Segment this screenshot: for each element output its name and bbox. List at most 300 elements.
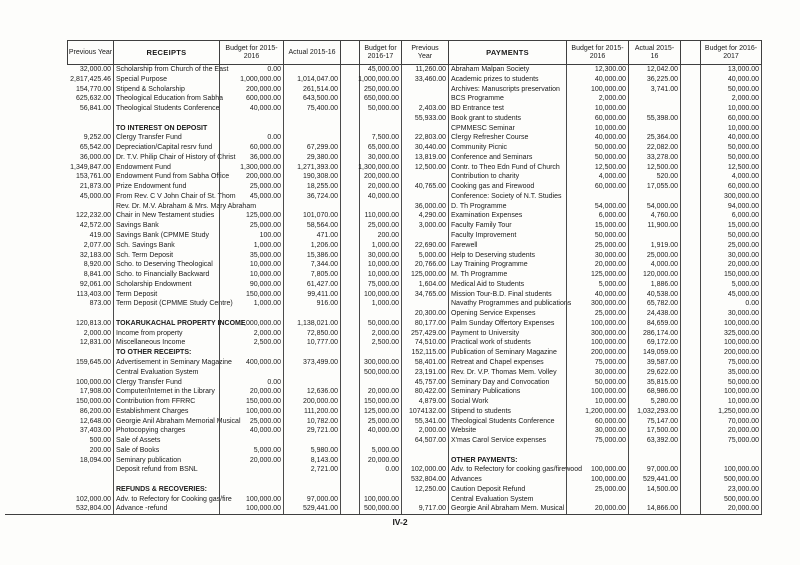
receipts-actual-2015-16-cell xyxy=(283,124,340,134)
payments-budget-2015-16-cell: 5,000.00 xyxy=(566,280,628,290)
receipts-description-cell: TO OTHER RECEIPTS: xyxy=(113,348,219,358)
payments-spacer-cell xyxy=(680,348,700,358)
payments-budget-2016-17-cell: 60,000.00 xyxy=(700,182,762,192)
receipts-spacer-cell xyxy=(340,231,359,241)
receipts-description-cell: Computer/Internet in the Library xyxy=(113,387,219,397)
payments-description-cell: Abraham Malpan Society xyxy=(448,65,566,75)
receipts-description-cell: Theological Students Conference xyxy=(113,104,219,114)
payments-budget-2015-16-cell: 300,000.00 xyxy=(566,299,628,309)
receipts-budget-2015-16-cell: 45,000.00 xyxy=(219,192,283,202)
receipts-budget-2016-17-cell: 0.00 xyxy=(359,465,401,475)
payments-spacer-cell xyxy=(680,309,700,319)
receipts-budget-2015-16-cell: 200,000.00 xyxy=(219,172,283,182)
receipts-actual-2015-16-cell: 643,500.00 xyxy=(283,94,340,104)
receipts-spacer-cell xyxy=(340,153,359,163)
receipts-prev-year-cell xyxy=(5,368,113,378)
receipts-actual-2015-16-cell: 471.00 xyxy=(283,231,340,241)
receipts-header-title: RECEIPTS xyxy=(113,40,219,65)
payments-actual-2015-16-cell: 14,866.00 xyxy=(628,504,680,514)
payments-spacer-cell xyxy=(680,280,700,290)
payments-actual-2015-16-cell: 1,886.00 xyxy=(628,280,680,290)
receipts-budget-2015-16-cell: 10,000.00 xyxy=(219,270,283,280)
receipts-budget-2015-16-cell: 150,000.00 xyxy=(219,397,283,407)
receipts-description-cell: Dr. T.V. Philip Chair of History of Christ xyxy=(113,153,219,163)
receipts-budget-2015-16-cell: 25,000.00 xyxy=(219,417,283,427)
payments-description-cell: Medical Aid to Students xyxy=(448,280,566,290)
receipts-budget-2015-16-cell: 400,000.00 xyxy=(219,358,283,368)
receipts-prev-year-cell xyxy=(5,465,113,475)
receipts-description-cell: Miscellaneous Income xyxy=(113,338,219,348)
receipts-budget-2015-16-cell: 40,000.00 xyxy=(219,104,283,114)
payments-description-cell: Contr. to Theo Edn Fund of Church xyxy=(448,163,566,173)
receipts-prev-year-cell xyxy=(5,348,113,358)
payments-actual-2015-16-cell: 39,587.00 xyxy=(628,358,680,368)
payments-budget-2015-16-cell: 12,300.00 xyxy=(566,65,628,75)
payments-spacer-cell xyxy=(680,143,700,153)
receipts-budget-2015-16-cell xyxy=(219,475,283,485)
receipts-spacer-cell xyxy=(340,485,359,495)
receipts-budget-2015-16-cell: 20,000.00 xyxy=(219,387,283,397)
payments-budget-2016-17-cell: 100,000.00 xyxy=(700,387,762,397)
payments-prev-year-cell: 22,803.00 xyxy=(401,133,448,143)
receipts-budget-2016-17-cell: 30,000.00 xyxy=(359,153,401,163)
payments-budget-2016-17-cell: 50,000.00 xyxy=(700,231,762,241)
payments-budget-2015-16-cell: 40,000.00 xyxy=(566,75,628,85)
receipts-prev-year-cell: 9,252.00 xyxy=(83,134,111,142)
receipts-spacer-cell xyxy=(340,299,359,309)
payments-spacer-cell xyxy=(680,378,700,388)
receipts-prev-year-cell xyxy=(5,202,113,212)
payments-prev-year-cell: 12,250.00 xyxy=(401,485,448,495)
payments-actual-2015-16-cell: 75,147.00 xyxy=(628,417,680,427)
receipts-prev-year-cell: 12,831.00 xyxy=(79,339,111,347)
receipts-budget-2016-17-cell xyxy=(359,378,401,388)
payments-spacer-cell xyxy=(680,270,700,280)
receipts-budget-2016-17-cell: 40,000.00 xyxy=(359,426,401,436)
receipts-actual-2015-16-cell: 111,200.00 xyxy=(283,407,340,417)
payments-prev-year-cell xyxy=(401,172,448,182)
receipts-spacer-cell xyxy=(340,456,359,466)
payments-prev-year-cell: 80,422.00 xyxy=(401,387,448,397)
receipts-description-cell: Scho. to Deserving Theological xyxy=(113,260,219,270)
receipts-budget-2015-16-cell: 2,500.00 xyxy=(219,338,283,348)
receipts-description-cell: Sale of Assets xyxy=(113,436,219,446)
receipts-spacer-cell xyxy=(340,65,359,75)
receipts-spacer-cell xyxy=(340,260,359,270)
payments-budget-2015-16-cell: 200,000.00 xyxy=(566,348,628,358)
receipts-prev-year-cell: 1,349,847.00 xyxy=(70,163,111,171)
payments-budget-2015-16-cell xyxy=(566,456,628,466)
payments-header-spacer xyxy=(680,40,700,65)
payments-budget-2016-17-cell: 94,000.00 xyxy=(700,202,762,212)
payments-prev-year-cell xyxy=(401,192,448,202)
receipts-prev-year-cell: 32,183.00 xyxy=(79,251,111,259)
payments-header-budget-2015-2016: Budget for 2015-2016 xyxy=(566,40,628,65)
payments-spacer-cell xyxy=(680,241,700,251)
receipts-actual-2015-16-cell: 15,386.00 xyxy=(283,251,340,261)
receipts-actual-2015-16-cell xyxy=(283,309,340,319)
payments-budget-2016-17-cell: 1,250,000.00 xyxy=(700,407,762,417)
receipts-actual-2015-16-cell xyxy=(283,436,340,446)
receipts-budget-2015-16-cell: 100,000.00 xyxy=(219,504,283,514)
payments-description-cell: Navathy Programmes and publications xyxy=(448,299,566,309)
receipts-description-cell: Georgie Anil Abraham Memorial Musical xyxy=(113,417,219,427)
payments-prev-year-cell: 1,604.00 xyxy=(401,280,448,290)
payments-actual-2015-16-cell: 36,225.00 xyxy=(628,75,680,85)
receipts-description-cell: REFUNDS & RECOVERIES: xyxy=(113,485,219,495)
payments-prev-year-cell: 13,819.00 xyxy=(401,153,448,163)
receipts-budget-2016-17-cell xyxy=(359,124,401,134)
receipts-actual-2015-16-cell xyxy=(283,65,340,75)
payments-actual-2015-16-cell xyxy=(628,456,680,466)
payments-budget-2016-17-cell: 0.00 xyxy=(700,299,762,309)
receipts-prev-year-cell: 100,000.00 xyxy=(75,378,111,386)
receipts-budget-2015-16-cell xyxy=(219,436,283,446)
payments-budget-2016-17-cell: 100,000.00 xyxy=(700,319,762,329)
payments-prev-year-cell: 22,690.00 xyxy=(401,241,448,251)
receipts-header-budget-2016-17: Budget for 2016-17 xyxy=(359,40,401,65)
payments-actual-2015-16-cell: 3,741.00 xyxy=(628,85,680,95)
receipts-description-cell: Scholarship Endowment xyxy=(113,280,219,290)
receipts-spacer-cell xyxy=(340,85,359,95)
receipts-budget-2016-17-cell: 65,000.00 xyxy=(359,143,401,153)
receipts-spacer-cell xyxy=(340,133,359,143)
receipts-prev-year-cell: 8,841.00 xyxy=(83,271,111,279)
payments-spacer-cell xyxy=(680,251,700,261)
receipts-budget-2016-17-cell: 20,000.00 xyxy=(359,387,401,397)
receipts-budget-2015-16-cell: 25,000.00 xyxy=(219,182,283,192)
receipts-description-cell xyxy=(113,475,219,485)
receipts-budget-2016-17-cell: 200.00 xyxy=(359,231,401,241)
receipts-description-cell: Contribution from FFRRC xyxy=(113,397,219,407)
payments-description-cell: Advances xyxy=(448,475,566,485)
receipts-budget-2016-17-cell: 110,000.00 xyxy=(359,211,401,221)
payments-description-cell: Lay Training Programme xyxy=(448,260,566,270)
payments-spacer-cell xyxy=(680,202,700,212)
receipts-spacer-cell xyxy=(340,446,359,456)
payments-spacer-cell xyxy=(680,338,700,348)
receipts-description-cell: From Rev. C V John Chair of St. Thom xyxy=(113,192,219,202)
receipts-spacer-cell xyxy=(340,495,359,505)
payments-budget-2015-16-cell: 15,000.00 xyxy=(566,221,628,231)
receipts-actual-2015-16-cell: 373,499.00 xyxy=(283,358,340,368)
receipts-actual-2015-16-cell: 190,308.00 xyxy=(283,172,340,182)
payments-spacer-cell xyxy=(680,485,700,495)
receipts-budget-2015-16-cell: 0.00 xyxy=(219,133,283,143)
payments-budget-2016-17-cell: 30,000.00 xyxy=(700,251,762,261)
payments-spacer-cell xyxy=(680,319,700,329)
receipts-prev-year-cell: 42,572.00 xyxy=(79,222,111,230)
payments-prev-year-cell: 12,500.00 xyxy=(401,163,448,173)
payments-description-cell: Faculty Family Tour xyxy=(448,221,566,231)
receipts-description-cell: Special Purpose xyxy=(113,75,219,85)
payments-actual-2015-16-cell: 63,392.00 xyxy=(628,436,680,446)
payments-budget-2016-17-cell: 12,500.00 xyxy=(700,163,762,173)
receipts-budget-2016-17-cell: 150,000.00 xyxy=(359,397,401,407)
payments-budget-2015-16-cell: 10,000.00 xyxy=(566,124,628,134)
receipts-description-cell: Rev. Dr. M.V. Abraham & Mrs. Mary Abraham xyxy=(113,202,219,212)
receipts-budget-2016-17-cell xyxy=(359,348,401,358)
payments-budget-2015-16-cell xyxy=(566,495,628,505)
receipts-spacer-cell xyxy=(340,163,359,173)
receipts-description-cell: Endowment Fund xyxy=(113,163,219,173)
payments-budget-2015-16-cell: 75,000.00 xyxy=(566,436,628,446)
receipts-description-cell: Sch. Savings Bank xyxy=(113,241,219,251)
payments-header-budget-2016-2017: Budget for 2016-2017 xyxy=(700,40,762,65)
payments-budget-2016-17-cell: 300,000.00 xyxy=(700,192,762,202)
receipts-spacer-cell xyxy=(340,397,359,407)
receipts-spacer-cell xyxy=(340,358,359,368)
payments-spacer-cell xyxy=(680,465,700,475)
payments-prev-year-cell: 55,341.00 xyxy=(401,417,448,427)
payments-prev-year-cell: 33,460.00 xyxy=(401,75,448,85)
payments-actual-2015-16-cell xyxy=(628,446,680,456)
payments-spacer-cell xyxy=(680,192,700,202)
receipts-description-cell: Deposit refund from BSNL xyxy=(113,465,219,475)
receipts-budget-2016-17-cell: 1,000.00 xyxy=(359,299,401,309)
payments-budget-2015-16-cell: 25,000.00 xyxy=(566,241,628,251)
receipts-budget-2016-17-cell: 20,000.00 xyxy=(359,456,401,466)
receipts-header-spacer xyxy=(340,40,359,65)
payments-actual-2015-16-cell: 22,082.00 xyxy=(628,143,680,153)
payments-description-cell: Academic prizes to students xyxy=(448,75,566,85)
payments-description-cell: Faculty Improvement xyxy=(448,231,566,241)
receipts-budget-2016-17-cell: 1,000.00 xyxy=(359,241,401,251)
payments-actual-2015-16-cell: 84,659.00 xyxy=(628,319,680,329)
receipts-actual-2015-16-cell: 2,721.00 xyxy=(283,465,340,475)
receipts-budget-2016-17-cell xyxy=(359,475,401,485)
receipts-budget-2016-17-cell: 50,000.00 xyxy=(359,319,401,329)
payments-budget-2016-17-cell: 10,000.00 xyxy=(700,124,762,134)
receipts-budget-2016-17-cell xyxy=(359,309,401,319)
receipts-budget-2015-16-cell: 100.00 xyxy=(219,231,283,241)
payments-budget-2015-16-cell: 2,000.00 xyxy=(566,94,628,104)
receipts-budget-2016-17-cell: 40,000.00 xyxy=(359,192,401,202)
payments-prev-year-cell xyxy=(401,124,448,134)
payments-budget-2015-16-cell: 100,000.00 xyxy=(566,465,628,475)
receipts-budget-2016-17-cell: 500,000.00 xyxy=(359,368,401,378)
receipts-actual-2015-16-cell: 5,980.00 xyxy=(283,446,340,456)
receipts-actual-2015-16-cell: 261,514.00 xyxy=(283,85,340,95)
payments-spacer-cell xyxy=(680,504,700,514)
payments-prev-year-cell: 11,260.00 xyxy=(401,65,448,75)
payments-actual-2015-16-cell: 149,059.00 xyxy=(628,348,680,358)
receipts-prev-year-cell: 113,403.00 xyxy=(76,290,111,298)
payments-budget-2016-17-cell: 40,000.00 xyxy=(700,133,762,143)
payments-budget-2015-16-cell: 12,500.00 xyxy=(566,163,628,173)
receipts-prev-year-cell: 37,403.00 xyxy=(79,427,111,435)
receipts-budget-2015-16-cell: 200,000.00 xyxy=(219,85,283,95)
payments-description-cell: CPMMESC Seminar xyxy=(448,124,566,134)
payments-budget-2015-16-cell xyxy=(566,446,628,456)
receipts-description-cell: Theological Education from Sabha xyxy=(113,94,219,104)
receipts-actual-2015-16-cell: 7,805.00 xyxy=(283,270,340,280)
payments-spacer-cell xyxy=(680,417,700,427)
receipts-budget-2015-16-cell: 10,000.00 xyxy=(219,260,283,270)
receipts-budget-2016-17-cell xyxy=(359,114,401,124)
payments-budget-2016-17-cell xyxy=(700,456,762,466)
payments-budget-2015-16-cell: 60,000.00 xyxy=(566,417,628,427)
payments-budget-2016-17-cell: 500,000.00 xyxy=(700,495,762,505)
receipts-budget-2016-17-cell: 25,000.00 xyxy=(359,417,401,427)
receipts-actual-2015-16-cell: 1,014,047.00 xyxy=(283,75,340,85)
receipts-budget-2015-16-cell xyxy=(219,368,283,378)
receipts-budget-2016-17-cell: 5,000.00 xyxy=(359,446,401,456)
payments-spacer-cell xyxy=(680,358,700,368)
payments-prev-year-cell: 40,765.00 xyxy=(401,182,448,192)
receipts-prev-year-cell: 45,000.00 xyxy=(79,192,111,200)
payments-prev-year-cell: 152,115.00 xyxy=(401,348,448,358)
payments-actual-2015-16-cell: 65,782.00 xyxy=(628,299,680,309)
payments-description-cell: Conference and Seminars xyxy=(448,153,566,163)
payments-spacer-cell xyxy=(680,182,700,192)
payments-prev-year-cell xyxy=(401,495,448,505)
payments-budget-2015-16-cell: 30,000.00 xyxy=(566,426,628,436)
payments-actual-2015-16-cell: 4,760.00 xyxy=(628,211,680,221)
receipts-prev-year-cell xyxy=(5,309,113,319)
payments-spacer-cell xyxy=(680,397,700,407)
receipts-actual-2015-16-cell: 58,564.00 xyxy=(283,221,340,231)
receipts-prev-year-cell: 2,000.00 xyxy=(83,329,111,337)
payments-description-cell: Retreat and Chapel expenses xyxy=(448,358,566,368)
payments-description-cell: Mission Tour-B.D. Final students xyxy=(448,290,566,300)
payments-description-cell: X'mas Carol Service expenses xyxy=(448,436,566,446)
receipts-description-cell: Term Deposit (CPMME Study Centre) xyxy=(113,299,219,309)
page-number: IV-2 xyxy=(392,517,408,527)
payments-budget-2016-17-cell: 20,000.00 xyxy=(700,260,762,270)
payments-description-cell: Website xyxy=(448,426,566,436)
receipts-budget-2016-17-cell: 2,500.00 xyxy=(359,338,401,348)
receipts-spacer-cell xyxy=(340,319,359,329)
receipts-actual-2015-16-cell: 12,636.00 xyxy=(283,387,340,397)
payments-description-cell: Publication of Seminary Magazine xyxy=(448,348,566,358)
payments-spacer-cell xyxy=(680,231,700,241)
payments-spacer-cell xyxy=(680,299,700,309)
payments-budget-2015-16-cell: 100,000.00 xyxy=(566,387,628,397)
payments-description-cell: Stipend to students xyxy=(448,407,566,417)
payments-spacer-cell xyxy=(680,114,700,124)
receipts-budget-2015-16-cell: 600,000.00 xyxy=(219,94,283,104)
receipts-header-actual-2015-16: Actual 2015-16 xyxy=(283,40,340,65)
payments-actual-2015-16-cell xyxy=(628,495,680,505)
payments-description-cell: Rev. Dr. V.P. Thomas Mem. Volley xyxy=(448,368,566,378)
receipts-spacer-cell xyxy=(340,329,359,339)
payments-actual-2015-16-cell: 4,000.00 xyxy=(628,260,680,270)
payments-spacer-cell xyxy=(680,85,700,95)
receipts-spacer-cell xyxy=(340,211,359,221)
receipts-spacer-cell xyxy=(340,348,359,358)
payments-budget-2015-16-cell: 10,000.00 xyxy=(566,397,628,407)
payments-spacer-cell xyxy=(680,329,700,339)
payments-budget-2016-17-cell: 200,000.00 xyxy=(700,348,762,358)
receipts-budget-2016-17-cell: 100,000.00 xyxy=(359,290,401,300)
receipts-budget-2015-16-cell xyxy=(219,202,283,212)
payments-actual-2015-16-cell: 69,172.00 xyxy=(628,338,680,348)
payments-budget-2016-17-cell: 50,000.00 xyxy=(700,143,762,153)
payments-budget-2016-17-cell: 23,000.00 xyxy=(700,485,762,495)
receipts-spacer-cell xyxy=(340,290,359,300)
payments-budget-2016-17-cell: 10,000.00 xyxy=(700,104,762,114)
payments-budget-2016-17-cell: 70,000.00 xyxy=(700,417,762,427)
payments-budget-2015-16-cell: 75,000.00 xyxy=(566,358,628,368)
payments-spacer-cell xyxy=(680,475,700,485)
payments-description-cell: Community Picnic xyxy=(448,143,566,153)
payments-budget-2015-16-cell: 25,000.00 xyxy=(566,309,628,319)
receipts-spacer-cell xyxy=(340,475,359,485)
receipts-spacer-cell xyxy=(340,436,359,446)
receipts-budget-2016-17-cell: 45,000.00 xyxy=(359,65,401,75)
payments-prev-year-cell: 257,429.00 xyxy=(401,329,448,339)
receipts-header-budget-2015-2016: Budget for 2015-2016 xyxy=(219,40,283,65)
payments-prev-year-cell: 20,766.00 xyxy=(401,260,448,270)
payments-spacer-cell xyxy=(680,495,700,505)
receipts-prev-year-cell: 92,061.00 xyxy=(79,280,111,288)
payments-budget-2016-17-cell: 325,000.00 xyxy=(700,329,762,339)
payments-actual-2015-16-cell: 1,919.00 xyxy=(628,241,680,251)
payments-description-cell: Contribution to charity xyxy=(448,172,566,182)
receipts-actual-2015-16-cell xyxy=(283,202,340,212)
payments-description-cell: Cooking gas and Firewood xyxy=(448,182,566,192)
receipts-actual-2015-16-cell: 10,782.00 xyxy=(283,417,340,427)
payments-budget-2016-17-cell: 20,000.00 xyxy=(700,426,762,436)
payments-budget-2015-16-cell: 100,000.00 xyxy=(566,85,628,95)
receipts-prev-year-cell: 153,761.00 xyxy=(75,173,111,181)
payments-spacer-cell xyxy=(680,153,700,163)
payments-description-cell: Adv. to Refectory for cooking gas/firewood xyxy=(448,465,566,475)
payments-spacer-cell xyxy=(680,94,700,104)
receipts-description-cell: Depreciation/Capital resrv fund xyxy=(113,143,219,153)
payments-description-cell: Georgie Anil Abraham Mem. Musical xyxy=(448,504,566,514)
receipts-prev-year-cell: 56,841.00 xyxy=(79,105,111,113)
payments-actual-2015-16-cell: 12,042.00 xyxy=(628,65,680,75)
payments-description-cell: D. Th Programme xyxy=(448,202,566,212)
payments-header-actual-2015-16: Actual 2015-16 xyxy=(628,40,680,65)
payments-prev-year-cell: 5,000.00 xyxy=(401,251,448,261)
payments-budget-2016-17-cell: 75,000.00 xyxy=(700,436,762,446)
receipts-description-cell: Clergy Transfer Fund xyxy=(113,133,219,143)
receipts-prev-year-cell: 65,542.00 xyxy=(79,144,111,152)
receipts-prev-year-cell: 2,077.00 xyxy=(83,241,111,249)
payments-actual-2015-16-cell: 68,986.00 xyxy=(628,387,680,397)
payments-prev-year-cell xyxy=(401,446,448,456)
payments-actual-2015-16-cell: 33,278.00 xyxy=(628,153,680,163)
payments-description-cell: Conference: Society of N.T. Studies xyxy=(448,192,566,202)
receipts-prev-year-cell: 21,873.00 xyxy=(79,183,111,191)
receipts-prev-year-cell: 200.00 xyxy=(89,446,111,454)
receipts-budget-2015-16-cell: 0.00 xyxy=(219,378,283,388)
receipts-budget-2015-16-cell xyxy=(219,485,283,495)
receipts-budget-2015-16-cell: 1,000,000.00 xyxy=(219,319,283,329)
receipts-actual-2015-16-cell xyxy=(283,485,340,495)
receipts-actual-2015-16-cell: 72,850.00 xyxy=(283,329,340,339)
payments-actual-2015-16-cell: 17,055.00 xyxy=(628,182,680,192)
payments-description-cell: Help to Deserving students xyxy=(448,251,566,261)
payments-description-cell: Book grant to students xyxy=(448,114,566,124)
receipts-budget-2016-17-cell: 100,000.00 xyxy=(359,495,401,505)
receipts-budget-2016-17-cell xyxy=(359,436,401,446)
payments-description-cell: Palm Sunday Offertory Expenses xyxy=(448,319,566,329)
receipts-header-previous-year-cell xyxy=(5,40,113,65)
receipts-spacer-cell xyxy=(340,182,359,192)
payments-prev-year-cell: 34,765.00 xyxy=(401,290,448,300)
payments-description-cell: Seminary Publications xyxy=(448,387,566,397)
payments-actual-2015-16-cell xyxy=(628,192,680,202)
payments-budget-2016-17-cell: 30,000.00 xyxy=(700,309,762,319)
payments-prev-year-cell: 1074132.00 xyxy=(401,407,448,417)
receipts-budget-2016-17-cell: 1,000,000.00 xyxy=(358,75,399,83)
payments-spacer-cell xyxy=(680,387,700,397)
payments-budget-2015-16-cell: 10,000.00 xyxy=(566,104,628,114)
